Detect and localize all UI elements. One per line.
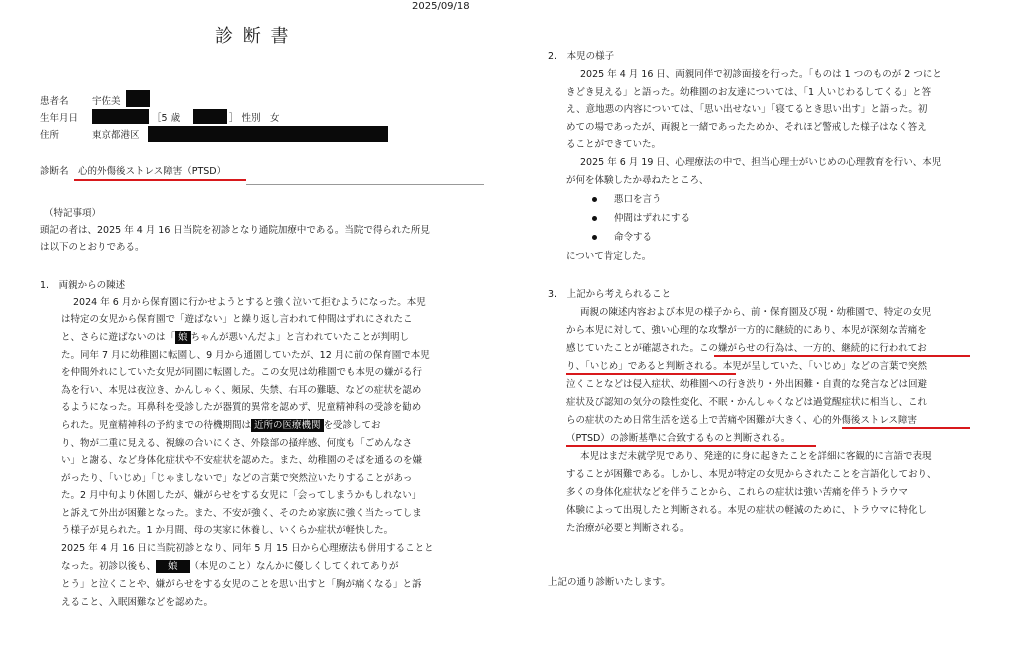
redaction-highlight: 娘 <box>175 331 191 344</box>
intro-line: 頭記の者は、2025 年 4 月 16 日当院を初診となり通院加療中である。当院で得られた所見 <box>40 225 430 236</box>
section3-text-underlined: 心的外傷後ストレス障害 <box>812 415 918 426</box>
section3-text-underlined: り、「いじめ」であると判断される。 <box>566 361 723 372</box>
section1-text: ちゃんが悪いんだよ」と言われていたことが判明し <box>190 332 410 343</box>
section1-line: り、物が二重に見える、視線の合いにくさ、外陰部の掻痒感、何度も「ごめんなさ <box>61 438 413 449</box>
redaction-highlight: 娘 <box>156 560 190 573</box>
section3-text: 本児が呈していた、「いじめ」などの言葉で突然 <box>722 361 928 372</box>
section2-line: きどき見える」と語った。幼稚園のお友達については、「1 人いじわるしてくる」と答 <box>566 87 932 98</box>
section1-line: 2024 年 6 月から保育園に行かせようとすると強く泣いて拒むようになった。本児 <box>73 297 426 308</box>
redaction-age <box>193 109 227 124</box>
section1-line: た。同年 7 月に幼稚園に転園し、9 月から通園していたが、12 月に前の保育園で本児 <box>61 350 430 361</box>
section3-line: （PTSD）の診断基準に合致するものと判断される。 <box>566 433 791 444</box>
closing-statement: 上記の通り診断いたします。 <box>548 577 671 588</box>
section3-line: から本児に対して、強い心理的な攻撃が一方的に継続的にあり、本児が深刻な苦痛を <box>566 325 927 336</box>
bullet-icon <box>592 197 597 202</box>
redaction-address <box>148 126 388 142</box>
underline-ptsd-2 <box>566 445 816 447</box>
section1-text: と、さらに遊ばないのは「 <box>61 332 176 343</box>
section2-heading: 2. 本児の様子 <box>548 51 615 62</box>
patient-name-label: 患者名 <box>40 96 69 107</box>
section3-text: 感じていたことが確認された。 <box>566 343 700 354</box>
section1-line: 2025 年 4 月 16 日に当院初診となり、同年 5 月 15 日から心理療法も併用することと <box>61 543 434 554</box>
bullet-item: 命令する <box>614 232 653 243</box>
section1-line: 為を行い、本児は夜泣き、かんしゃく、頻尿、失禁、右耳の難聴、などの症状を認め <box>61 385 422 396</box>
section3-line: た治療が必要と判断される。 <box>566 523 690 534</box>
section1-line: を仲間外れにしていた女児が同園に転園した。この女児は幼稚園でも本児の嫌がる行 <box>61 367 423 378</box>
bullet-item: 仲間はずれにする <box>614 213 691 224</box>
section1-text: （本児のこと）なんかに優しくしてくれてありが <box>189 561 399 572</box>
section1-line: た。2 月中旬より休園したが、嫌がらせをする女児に「会ってしまうかもしれない」 <box>61 490 422 501</box>
section1-heading: 1. 両親からの陳述 <box>40 280 126 291</box>
section3-line: 体験によって出現したと判断される。本児の症状の軽減のために、トラウマに特化し <box>566 505 928 516</box>
intro-line: は以下のとおりである。 <box>40 242 145 253</box>
section1-line: るようになった。耳鼻科を受診したが器質的異常を認めず、児童精神科の受診を勧め <box>61 402 422 413</box>
section2-line: え、意地悪の内容については、「思い出せない」「寝てるとき思い出す」と語った。初 <box>566 104 928 115</box>
section3-line: 泣くことなどは侵入症状、幼稚園への行き渋り・外出困難・自責的な発言などは回避 <box>566 379 928 390</box>
section3-line: 両親の陳述内容および本児の様子から、前・保育園及び現・幼稚園で、特定の女児 <box>580 307 932 318</box>
section1-line: と訴えて外出が困難となった。また、不安が強く、そのため家族に強く当たってしま <box>61 508 422 519</box>
diagnosis-underline <box>74 179 246 181</box>
redaction-dob <box>92 109 149 124</box>
section3-line <box>566 362 927 372</box>
section1-text: を受診してお <box>323 420 381 431</box>
section1-text: られた。児童精神科の予約までの待機期間は <box>61 420 252 431</box>
underline-ptsd-1 <box>842 427 970 429</box>
bullet-item: 悪口を言う <box>614 194 662 205</box>
section2-line: が何を体験したか尋ねたところ、 <box>566 175 709 186</box>
notes-heading: （特記事項） <box>44 208 102 219</box>
section3-line <box>566 416 917 426</box>
section2-line: ることができていた。 <box>566 139 662 150</box>
bullet-icon <box>592 216 597 221</box>
diagnosis-line-gap <box>246 184 484 185</box>
section3-line: することが困難である。しかし、本児が特定の女児からされたことを言語化しており、 <box>566 469 937 480</box>
section3-line: 多くの身体化症状などを伴うことから、これらの症状は強い苦痛を伴うトラウマ <box>566 487 909 498</box>
section1-text: なった。初診以後も、 <box>61 561 157 572</box>
patient-age-open: ［5 歳 <box>152 113 181 124</box>
section3-line <box>566 344 927 354</box>
section1-line <box>61 333 409 343</box>
section3-line: 症状及び認知の気分の陰性変化、不眠・かんしゃくなどは過覚醒症状に相当し、これ <box>566 397 928 408</box>
section2-line: について肯定した。 <box>566 251 652 262</box>
document-title: 診 断 書 <box>215 26 291 47</box>
underline-bullying-2 <box>566 373 736 375</box>
patient-name-value: 宇佐美 <box>92 96 121 107</box>
patient-address-label: 住所 <box>40 130 60 141</box>
diagnosis-value: 心的外傷後ストレス障害（PTSD） <box>78 166 227 177</box>
section1-line <box>61 562 399 572</box>
section2-line: 2025 年 6 月 19 日、心理療法の中で、担当心理士がいじめの心理教育を行い、本児 <box>580 157 942 168</box>
section1-line: は特定の女児から保育園で「遊ばない」と繰り返し言われて仲間はずれにされたこ <box>61 314 413 325</box>
underline-bullying-1 <box>714 355 970 357</box>
section3-text: らの症状のため日常生活を送る上で苦痛や困難が大きく、 <box>566 415 813 426</box>
section2-line: 2025 年 4 月 16 日、両親同伴で初診面接を行った。「ものは 1 つのものが 2 つにと <box>580 69 942 80</box>
section3-heading: 3. 上記から考えられること <box>548 289 672 300</box>
diagnosis-label: 診断名 <box>40 166 69 177</box>
section3-line: 本児はまだ未就学児であり、発達的に身に起きたことを詳細に客観的に言語で表現 <box>580 451 932 462</box>
section1-line: えること、入眠困難などを認めた。 <box>61 597 214 608</box>
patient-address-value: 東京都港区 <box>92 130 140 141</box>
section1-line: がったり、「いじめ」「じゃましないで」などの言葉で突然泣いたりすることがあっ <box>61 473 413 484</box>
section2-line: めての場であったが、両親と一緒であったためか、それほど警戒した様子はなく答え <box>566 122 927 133</box>
section1-line: い」と謝る、など身体化症状や不安症状を認めた。また、幼稚園のそばを通るのを嫌 <box>61 455 423 466</box>
bullet-icon <box>592 235 597 240</box>
section1-line: とう」と泣くことや、嫌がらせをする女児のことを思い出すと「胸が痛くなる」と訴 <box>61 579 422 590</box>
section3-text-underlined: この嫌がらせの行為は、一方的、継続的に行われてお <box>699 343 927 354</box>
patient-dob-label: 生年月日 <box>40 113 79 124</box>
redaction-highlight: 近所の医療機関 <box>251 419 324 432</box>
section1-line: う様子が見られた。1 か月間、母の実家に休養し、いくらか症状が軽快した。 <box>61 525 394 536</box>
document-date: 2025/09/18 <box>412 1 470 12</box>
redaction-name <box>126 90 150 107</box>
patient-age-close: ］ 性別 女 <box>229 113 280 124</box>
section1-line <box>61 421 381 431</box>
